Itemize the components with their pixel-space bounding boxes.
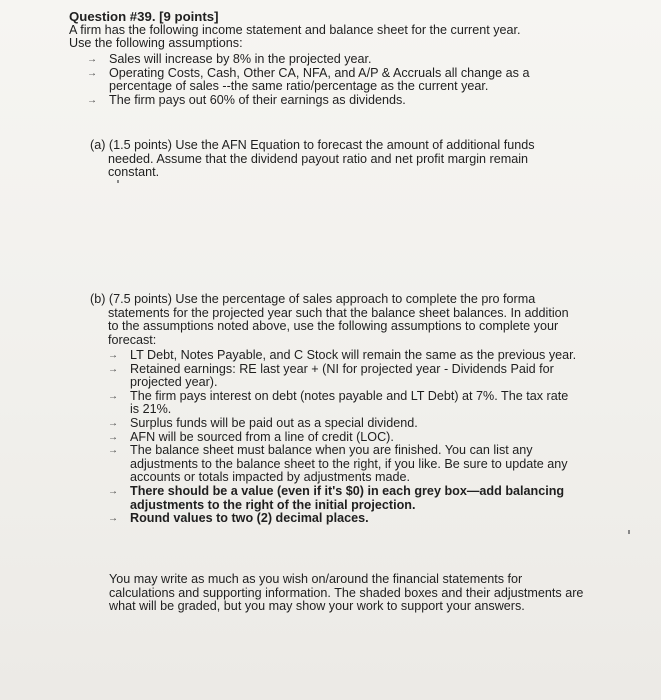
part-b-list bbox=[108, 349, 578, 526]
question-title: Question #39. [9 points] bbox=[69, 9, 219, 24]
arrow-bullet-icon: → bbox=[108, 431, 118, 443]
arrow-bullet-icon: → bbox=[108, 390, 118, 402]
assumption-item: → Operating Costs, Cash, Other CA, NFA, and A/P & Accruals all change as a percentage of sales --the same ratio/percentage as the current year. bbox=[87, 65, 530, 94]
arrow-bullet-icon: → bbox=[87, 67, 97, 79]
part-b-item: → LT Debt, Notes Payable, and C Stock will remain the same as the previous year. bbox=[108, 348, 577, 362]
part-b-item: → The balance sheet must balance when you are finished. You can list any adjustments to the balance sheet to the right, if you like. Be sure to update any accounts or totals impacted by adjustments made. bbox=[108, 443, 568, 485]
arrow-bullet-icon: → bbox=[87, 54, 97, 65]
footer-text: You may write as much as you wish on/around the financial statements for calculations and supporting information. The shaded boxes and their adjustments are what will be graded, but you may show your work to support your answers. bbox=[109, 572, 584, 614]
part-b-item: → There should be a value (even if it's $0) in each grey box—add balancing adjustments to the right of the initial projection. bbox=[108, 483, 565, 512]
arrow-bullet-icon: → bbox=[108, 485, 118, 497]
footer-note bbox=[109, 573, 589, 614]
part-a bbox=[90, 139, 580, 180]
pen-mark bbox=[628, 530, 630, 534]
pen-mark bbox=[117, 180, 119, 183]
part-b-item: → Surplus funds will be paid out as a special dividend. bbox=[108, 415, 418, 430]
part-b-item: → AFN will be sourced from a line of credit (LOC). bbox=[108, 429, 394, 444]
intro-line-2: Use the following assumptions: bbox=[69, 36, 243, 51]
intro-line-1: A firm has the following income statement and balance sheet for the current year. bbox=[69, 22, 521, 37]
arrow-bullet-icon: → bbox=[108, 363, 118, 375]
arrow-bullet-icon: → bbox=[108, 513, 118, 525]
arrow-bullet-icon: → bbox=[87, 94, 97, 106]
part-a-text: (a) (1.5 points) Use the AFN Equation to forecast the amount of additional funds needed. Assume that the dividend payout ratio and net profit margin remain constant. bbox=[90, 138, 535, 180]
part-b-item: → The firm pays interest on debt (notes payable and LT Debt) at 7%. The tax rate is 21%. bbox=[108, 388, 569, 417]
assumption-item: → The firm pays out 60% of their earnings as dividends. bbox=[87, 92, 406, 107]
part-b bbox=[90, 293, 580, 347]
part-b-item: → Retained earnings: RE last year + (NI for projected year - Dividends Paid for projected year). bbox=[108, 361, 554, 390]
part-b-item: → Round values to two (2) decimal places. bbox=[108, 511, 369, 526]
question-header bbox=[69, 10, 629, 51]
arrow-bullet-icon: → bbox=[108, 350, 118, 361]
assumption-list bbox=[87, 53, 557, 107]
arrow-bullet-icon: → bbox=[108, 417, 118, 429]
assumption-item: → Sales will increase by 8% in the projected year. bbox=[87, 52, 372, 66]
arrow-bullet-icon: → bbox=[108, 445, 118, 457]
part-b-text: (b) (7.5 points) Use the percentage of sales approach to complete the pro forma statements for the projected year such that the balance sheet balances. In addition to the assumptions noted above, use the following assumptions to complete your forecast: bbox=[90, 292, 569, 347]
